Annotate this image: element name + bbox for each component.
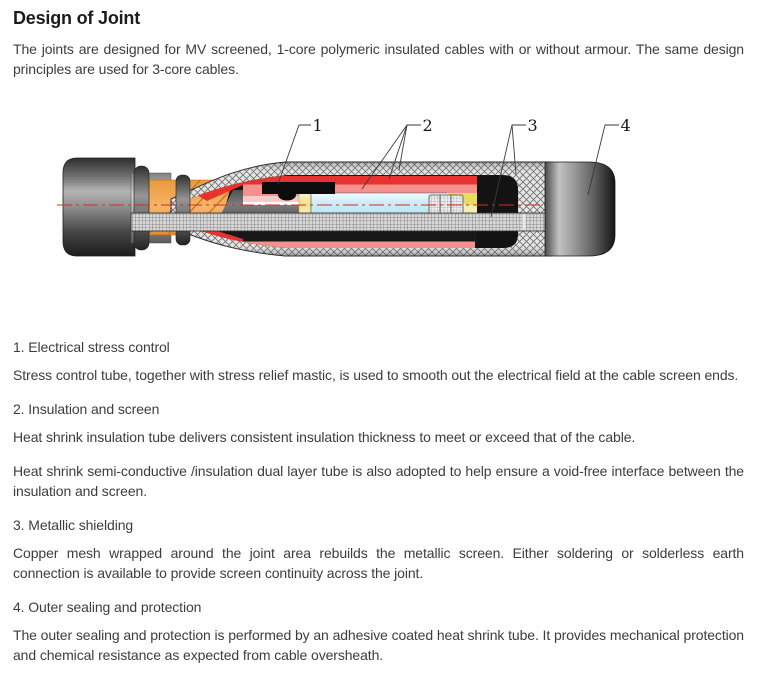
callout-4-number: 4 — [620, 116, 631, 135]
section-paragraph: Heat shrink semi-conductive /insulation dual layer tube is also adopted to help ensure a void-free interface between the insulation and screen. — [13, 463, 744, 499]
description-sections — [13, 337, 744, 665]
section-paragraph: The outer sealing and protection is performed by an adhesive coated heat shrink tube. It provides mechanical protection and chemical resistance as expected from cable oversheath. — [13, 627, 744, 663]
joint-cross-section-diagram — [47, 105, 697, 275]
section-heading: 1. Electrical stress control — [13, 339, 170, 355]
section-heading: 2. Insulation and screen — [13, 401, 160, 417]
callout-3-number: 3 — [527, 116, 538, 135]
page-title: Design of Joint — [13, 8, 140, 28]
cable-oversheath-right — [545, 162, 615, 256]
joint-diagram-svg — [47, 105, 697, 275]
copper-mesh-screen — [131, 213, 549, 231]
callout-2-number: 2 — [422, 116, 433, 135]
section-outer-sealing-and-protection — [13, 597, 744, 665]
section-paragraph: Copper mesh wrapped around the joint area rebuilds the metallic screen. Either soldering or solderless earth connection is available to provide screen continuity across the joint. — [13, 545, 744, 581]
section-metallic-shielding — [13, 515, 744, 583]
section-paragraph: Stress control tube, together with stress relief mastic, is used to smooth out the electrical field at the cable screen ends. — [13, 367, 739, 383]
section-paragraph: Heat shrink insulation tube delivers consistent insulation thickness to meet or exceed that of the cable. — [13, 429, 636, 445]
clamp-ring-inner — [176, 175, 190, 245]
callout-1-number: 1 — [312, 116, 323, 135]
section-electrical-stress-control — [13, 337, 744, 385]
section-insulation-and-screen — [13, 399, 744, 501]
intro-paragraph: The joints are designed for MV screened, 1-core polymeric insulated cables with or without armour. The same design principles are used for 3-core cables. — [13, 41, 744, 77]
clamp-ring-outer — [134, 166, 149, 250]
section-heading: 4. Outer sealing and protection — [13, 599, 202, 615]
section-heading: 3. Metallic shielding — [13, 517, 134, 533]
